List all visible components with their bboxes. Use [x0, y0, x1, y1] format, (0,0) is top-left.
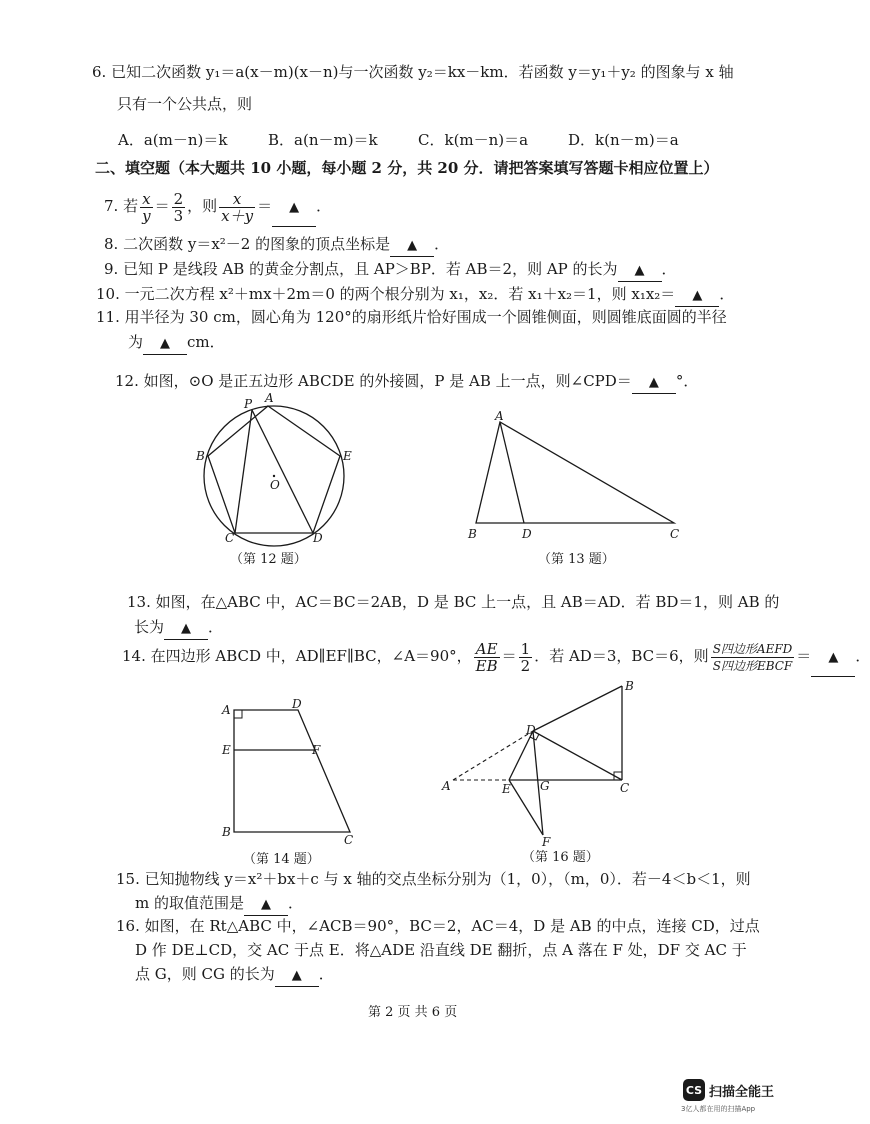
q14-post: ＝ — [796, 647, 812, 665]
q9-text: 9. 已知 P 是线段 AB 的黄金分割点，且 AP＞BP．若 AB＝2，则 AP 的长为 — [104, 260, 618, 278]
figure-16 — [440, 676, 640, 852]
scanner-logo — [683, 1079, 774, 1101]
q7-eq: ＝ — [154, 197, 170, 215]
label-d: D — [292, 697, 302, 711]
q16-answer-blank: ▲ — [275, 966, 319, 987]
q15-line1: 15. 已知抛物线 y＝x²＋bx＋c 与 x 轴的交点坐标分别为（1，0），（m，0）．若－4＜b＜1，则 — [116, 870, 751, 888]
label-d: D — [526, 723, 536, 737]
q15-answer-blank: ▲ — [244, 895, 288, 916]
q16-end: ． — [318, 965, 334, 983]
segment-ad — [500, 422, 524, 523]
q16-pre: 点 G，则 CG 的长为 — [135, 965, 275, 983]
q10-end: ． — [719, 285, 735, 303]
q14-frac-ae-eb: $\frac{AE}{EB}$ — [475, 639, 498, 675]
figure-12 — [190, 390, 360, 550]
label-c: C — [620, 781, 630, 795]
section-heading: 二、填空题（本大题共 10 小题，每小题 2 分，共 20 分．请把答案填写答题卡相应位置上） — [95, 159, 719, 177]
pentagon-abcde — [208, 406, 340, 533]
q13-line2 — [134, 617, 223, 640]
figure-13-caption: （第 13 题） — [538, 552, 615, 567]
label-p: P — [244, 397, 253, 411]
label-a: A — [495, 409, 504, 423]
label-e: E — [502, 782, 511, 796]
q11-line1: 11. 用半径为 30 cm，圆心角为 120°的扇形纸片恰好围成一个圆锥侧面，则圆锥底面圆的半径 — [96, 308, 727, 326]
q13-answer-blank: ▲ — [164, 619, 208, 640]
label-a: A — [442, 779, 451, 793]
q6-option-b: B．a(n－m)＝k — [268, 131, 378, 149]
q14-mid: ．若 AD＝3，BC＝6，则 — [534, 647, 709, 665]
q7-answer-blank: ▲ — [272, 190, 316, 227]
q13-end: ． — [208, 618, 224, 636]
q6-option-c: C．k(m－n)＝a — [418, 131, 529, 149]
q15-end: ． — [288, 894, 304, 912]
label-e: E — [222, 743, 231, 757]
q10 — [96, 284, 734, 307]
q7 — [104, 188, 331, 227]
q16-line2: D 作 DE⊥CD，交 AC 于点 E．将△ADE 沿直线 DE 翻折，点 A 落在 F 处，DF 交 AC 于 — [135, 941, 747, 959]
quadrilateral-abcd — [234, 710, 350, 832]
q7-frac-2-3: $\frac{2}{3}$ — [173, 189, 184, 225]
q10-text: 10. 一元二次方程 x²＋mx＋2m＝0 的两个根分别为 x₁，x₂．若 x₁＋x₂＝1，则 x₁x₂＝ — [96, 285, 676, 303]
q13-line1: 13. 如图，在△ABC 中，AC＝BC＝2AB，D 是 BC 上一点，且 AB＝AD．若 BD＝1，则 AB 的 — [127, 593, 780, 611]
q14-end: ． — [855, 647, 870, 665]
label-a: A — [222, 703, 231, 717]
segment-pc — [235, 410, 252, 533]
label-b: B — [222, 825, 231, 839]
label-g: G — [540, 779, 550, 793]
q13-pre: 长为 — [134, 618, 165, 636]
scanner-logo-tagline: 3亿人都在用的扫描App — [681, 1105, 756, 1113]
segment-dc — [533, 731, 622, 780]
q14-area-ratio: $\frac{\text{S四边形AEFD}}{\text{S四边形EBCF}}$ — [712, 641, 793, 673]
q14-pre: 14. 在四边形 ABCD 中，AD∥EF∥BC，∠A＝90°， — [122, 647, 472, 665]
figure-16-caption: （第 16 题） — [522, 850, 599, 865]
q6-option-d: D．k(n－m)＝a — [568, 131, 679, 149]
q7-frac-target: $\frac{x}{x+y}$ — [221, 189, 254, 225]
label-f: F — [542, 835, 551, 849]
q6-line1: 6. 已知二次函数 y₁＝a(x－m)(x－n)与一次函数 y₂＝kx－km．若函数 y＝y₁＋y₂ 的图象与 x 轴 — [92, 63, 734, 81]
q7-post: ＝ — [257, 197, 273, 215]
label-a: A — [265, 391, 274, 405]
figure-13 — [462, 408, 692, 543]
q9-end: ． — [661, 260, 677, 278]
q12-end: °． — [675, 372, 699, 390]
q14 — [122, 638, 870, 677]
label-d: D — [522, 527, 532, 541]
label-d: D — [313, 531, 323, 545]
q7-end: ． — [316, 197, 332, 215]
q7-mid: ，则 — [187, 197, 218, 215]
figure-14 — [218, 698, 368, 846]
q7-frac-x-y: $\frac{x}{y}$ — [142, 189, 151, 225]
q9-answer-blank: ▲ — [618, 261, 662, 282]
label-c: C — [670, 527, 680, 541]
q16-line3 — [135, 964, 334, 987]
q11-pre: 为 — [128, 333, 144, 351]
q14-eq: ＝ — [501, 647, 517, 665]
segment-pd — [252, 410, 313, 533]
label-b: B — [468, 527, 477, 541]
right-angle-mark — [234, 710, 242, 718]
q15-line2 — [135, 893, 303, 916]
q8-answer-blank: ▲ — [390, 236, 434, 257]
label-b: B — [196, 449, 205, 463]
figure-14-caption: （第 14 题） — [243, 852, 320, 867]
q11-post: cm． — [187, 333, 225, 351]
q10-answer-blank: ▲ — [675, 286, 719, 307]
label-c: C — [225, 531, 235, 545]
q9 — [104, 259, 677, 282]
q7-pre: 7. 若 — [104, 197, 139, 215]
q11-line2 — [128, 332, 225, 355]
q6-line2: 只有一个公共点，则 — [117, 95, 253, 113]
label-c: C — [344, 833, 354, 847]
q14-frac-1-2: $\frac{1}{2}$ — [520, 639, 531, 675]
label-b: B — [625, 679, 634, 693]
triangle-abc — [476, 422, 674, 523]
q12-text: 12. 如图，⊙O 是正五边形 ABCDE 的外接圆，P 是 AB 上一点，则∠CPD＝ — [115, 372, 632, 390]
center-o — [273, 475, 275, 477]
q15-pre: m 的取值范围是 — [135, 894, 244, 912]
q8-end: ． — [434, 235, 450, 253]
q14-answer-blank: ▲ — [811, 640, 855, 677]
q8-text: 8. 二次函数 y＝x²－2 的图象的顶点坐标是 — [104, 235, 391, 253]
q6-option-a: A．a(m－n)＝k — [118, 131, 228, 149]
q11-answer-blank: ▲ — [143, 334, 187, 355]
scanner-logo-name: 扫描全能王 — [709, 1084, 775, 1100]
page-footer: 第 2 页 共 6 页 — [368, 1005, 458, 1020]
label-o: O — [270, 478, 280, 492]
q16-line1: 16. 如图，在 Rt△ABC 中，∠ACB＝90°，BC＝2，AC＝4，D 是 AB 的中点，连接 CD，过点 — [116, 917, 760, 935]
cs-logo-icon: CS — [683, 1079, 705, 1101]
figure-12-caption: （第 12 题） — [230, 552, 307, 567]
segment-bd — [533, 686, 622, 731]
label-f: F — [312, 743, 321, 757]
label-e: E — [343, 449, 352, 463]
q12-answer-blank: ▲ — [632, 373, 676, 394]
q8 — [104, 234, 449, 257]
